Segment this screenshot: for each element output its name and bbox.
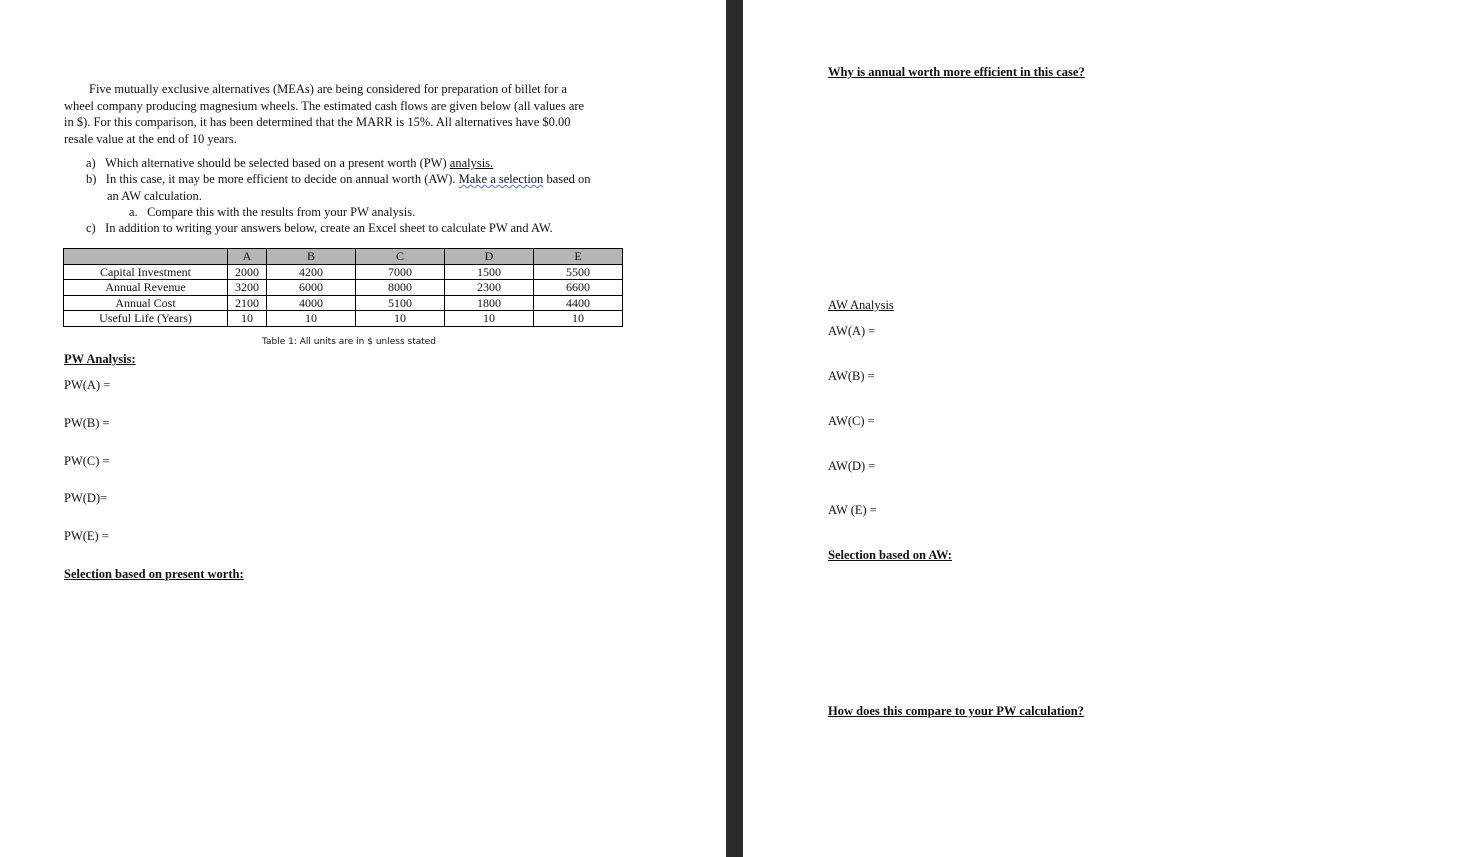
table-cell: A (228, 249, 267, 265)
aw-efficiency-question: Why is annual worth more efficient in this case? (828, 65, 1085, 79)
table-cell: 10 (534, 311, 623, 327)
table-cell: 2300 (445, 280, 534, 296)
table-cell: Useful Life (Years) (64, 311, 228, 327)
aw-selection-heading: Selection based on AW: (828, 548, 952, 562)
table-cell: 6600 (534, 280, 623, 296)
table-cell: 3200 (228, 280, 267, 296)
table-cell: 10 (356, 311, 445, 327)
table-cell: 4400 (534, 295, 623, 311)
question-b: b) In this case, it may be more efficient to decide on annual worth (AW). Make a selection based on (86, 172, 591, 186)
table-cell: 6000 (267, 280, 356, 296)
para-line: resale value at the end of 10 years. (64, 131, 237, 146)
cash-flow-table (63, 248, 623, 327)
table-cell: Capital Investment (64, 264, 228, 280)
table-cell: Annual Cost (64, 295, 228, 311)
aw-c: AW(C) = (828, 414, 875, 428)
para-line: in $). For this comparison, it has been determined that the MARR is 15%. All alternatives have $0.00 (64, 115, 571, 129)
pw-selection-heading: Selection based on present worth: (64, 567, 244, 581)
pw-d: PW(D)= (64, 491, 108, 505)
table-cell: E (534, 249, 623, 265)
table-cell: 5100 (356, 295, 445, 311)
table-row (64, 280, 623, 296)
page-divider (726, 0, 743, 857)
table-cell: 1500 (445, 264, 534, 280)
question-c: c) In addition to writing your answers below, create an Excel sheet to calculate PW and AW. (86, 221, 553, 235)
table-cell: 4000 (267, 295, 356, 311)
table-cell: 8000 (356, 280, 445, 296)
table-cell: 1800 (445, 295, 534, 311)
table-cell: 5500 (534, 264, 623, 280)
table-cell: 10 (228, 311, 267, 327)
table-row (64, 264, 623, 280)
compare-question: How does this compare to your PW calculation? (828, 704, 1084, 718)
table-cell: C (356, 249, 445, 265)
table-cell: 10 (267, 311, 356, 327)
table-cell: D (445, 249, 534, 265)
table-row (64, 295, 623, 311)
question-a: a) Which alternative should be selected based on a present worth (PW) analysis. (86, 156, 494, 170)
table-cell: 4200 (267, 264, 356, 280)
pw-b: PW(B) = (64, 416, 110, 430)
table-cell: Annual Revenue (64, 280, 228, 296)
pw-c: PW(C) = (64, 454, 110, 468)
question-b-cont: an AW calculation. (107, 189, 202, 203)
table-cell: 7000 (356, 264, 445, 280)
aw-a: AW(A) = (828, 324, 876, 338)
problem-statement (64, 81, 624, 147)
table-row (64, 311, 623, 327)
table-cell: 2000 (228, 264, 267, 280)
aw-b: AW(B) = (828, 369, 875, 383)
pw-heading: PW Analysis: (64, 352, 136, 366)
aw-e: AW (E) = (828, 503, 877, 517)
question-b-sub: a. Compare this with the results from your PW analysis. (129, 205, 416, 219)
table-cell (64, 249, 228, 265)
table-caption: Table 1: All units are in $ unless stated (262, 337, 437, 347)
para-line: wheel company producing magnesium wheels. The estimated cash flows are given below (all values are (64, 98, 585, 113)
table-cell: B (267, 249, 356, 265)
para-line: Five mutually exclusive alternatives (MEAs) are being considered for preparation of billet for a (89, 82, 567, 96)
table-cell: 10 (445, 311, 534, 327)
aw-d: AW(D) = (828, 459, 876, 473)
table-cell: 2100 (228, 295, 267, 311)
pw-e: PW(E) = (64, 529, 109, 543)
pw-a: PW(A) = (64, 378, 111, 392)
aw-heading: AW Analysis (828, 298, 894, 312)
